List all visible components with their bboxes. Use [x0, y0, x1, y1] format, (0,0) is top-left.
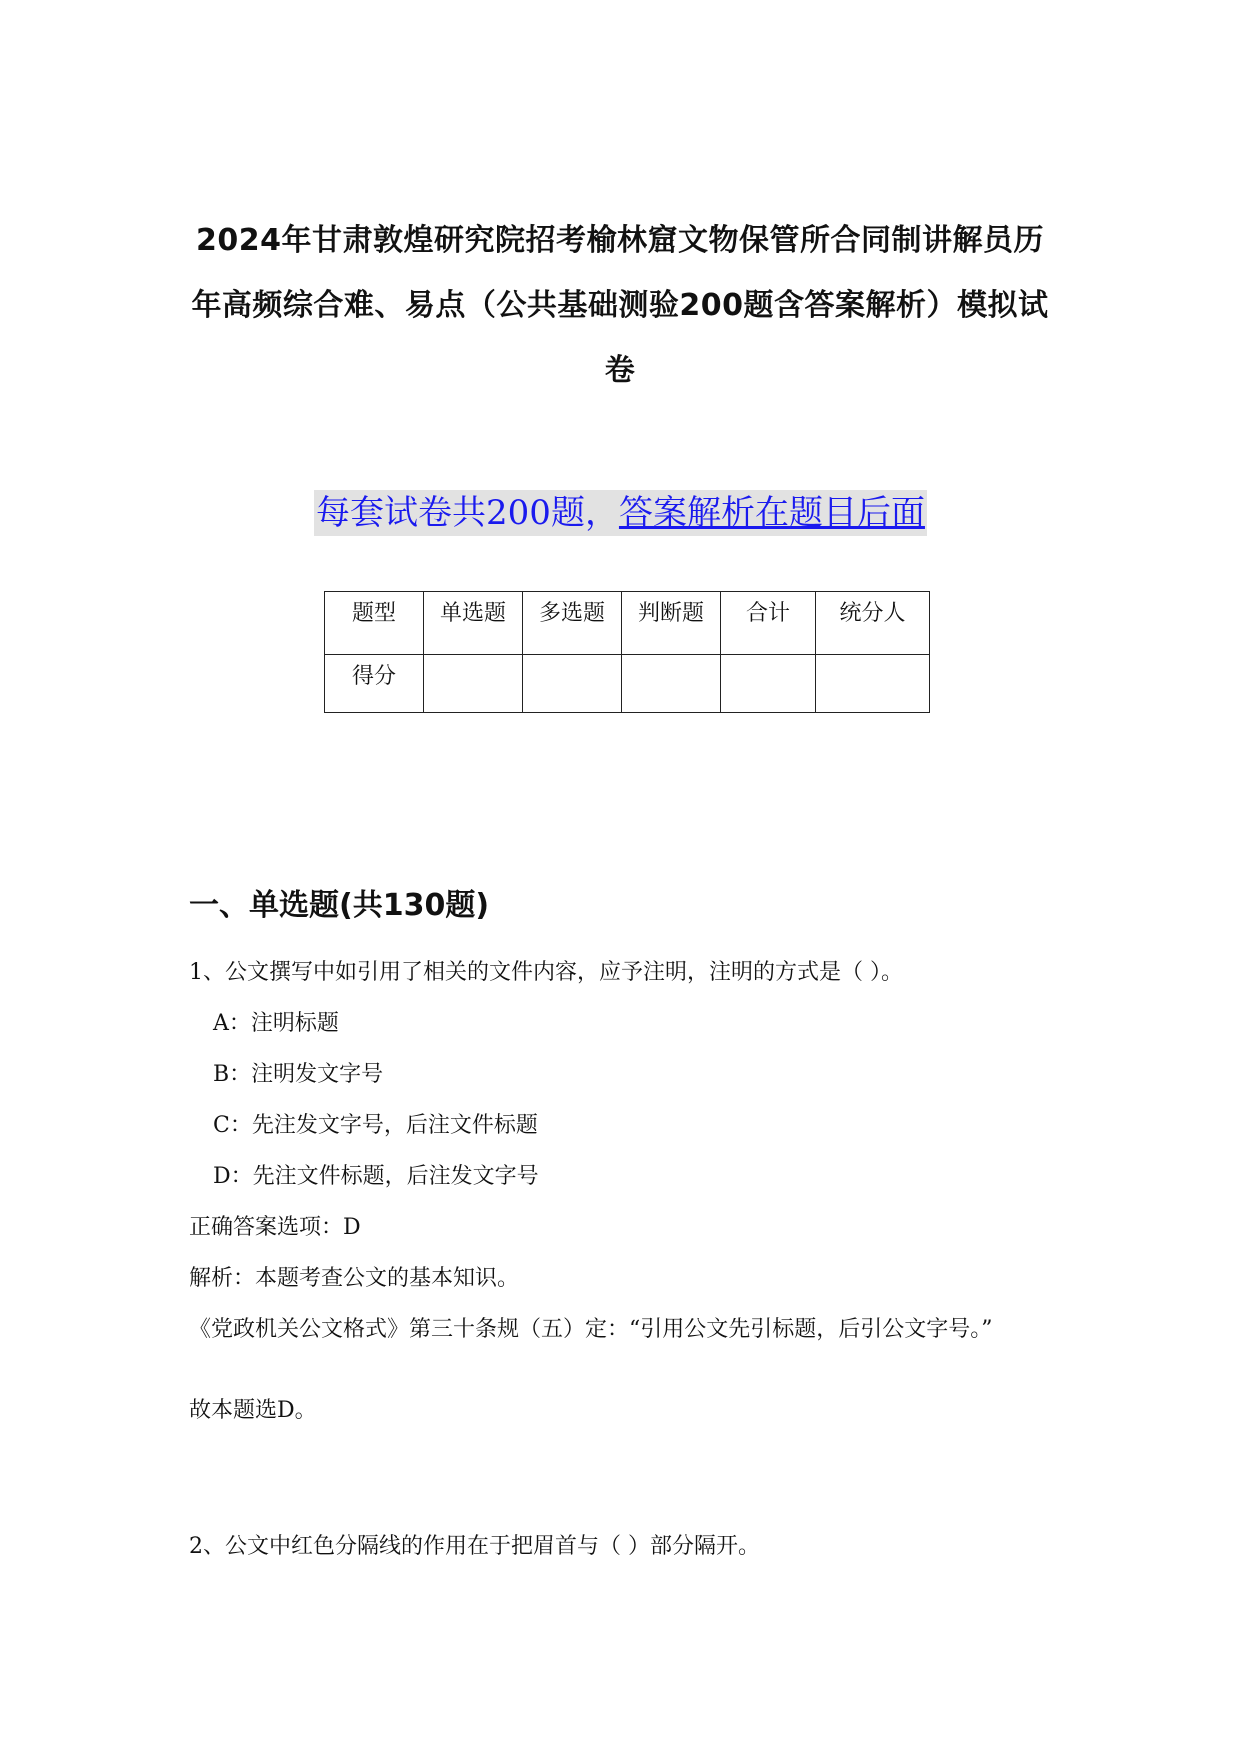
score-cell-total [721, 655, 816, 713]
score-cell-multi [523, 655, 622, 713]
section-heading: 一、单选题(共130题) [189, 888, 490, 923]
score-table [324, 591, 930, 713]
header-cell-total: 合计 [721, 592, 816, 655]
row-label-score: 得分 [325, 655, 424, 713]
header-cell-single: 单选题 [424, 592, 523, 655]
banner-prefix: 每套试卷共200题， [316, 493, 619, 533]
banner [0, 490, 1241, 536]
header-cell-scorer: 统分人 [816, 592, 930, 655]
header-cell-judge: 判断题 [622, 592, 721, 655]
banner-box [314, 490, 927, 536]
header-cell-type: 题型 [325, 592, 424, 655]
question-1-option-d: D：先注文件标题，后注发文字号 [213, 1164, 539, 1189]
question-2-stem: 2、公文中红色分隔线的作用在于把眉首与（ ）部分隔开。 [189, 1534, 760, 1559]
question-1-stem: 1、公文撰写中如引用了相关的文件内容，应予注明，注明的方式是（ ）。 [189, 960, 903, 985]
document-title: 2024年甘肃敦煌研究院招考榆林窟文物保管所合同制讲解员历年高频综合难、易点（公共基础测验200题含答案解析）模拟试卷 [191, 223, 1049, 388]
question-1-analysis-intro: 解析：本题考查公文的基本知识。 [189, 1266, 520, 1291]
score-cell-judge [622, 655, 721, 713]
question-1-answer: 正确答案选项：D [189, 1215, 361, 1240]
score-cell-scorer [816, 655, 930, 713]
answer-location-link[interactable]: 答案解析在题目后面 [618, 493, 925, 533]
question-1-option-b: B：注明发文字号 [213, 1062, 384, 1087]
question-1-option-a: A：注明标题 [213, 1011, 339, 1036]
score-cell-single [424, 655, 523, 713]
question-1-analysis-conclusion: 故本题选D。 [189, 1398, 317, 1423]
score-table-score-row [325, 655, 930, 713]
question-1-option-c: C：先注发文字号，后注文件标题 [213, 1113, 538, 1138]
question-1-analysis-quote: 《党政机关公文格式》第三十条规（五）定：“引用公文先引标题，后引公文字号。” [189, 1317, 993, 1342]
score-table-header-row [325, 592, 930, 655]
header-cell-multi: 多选题 [523, 592, 622, 655]
